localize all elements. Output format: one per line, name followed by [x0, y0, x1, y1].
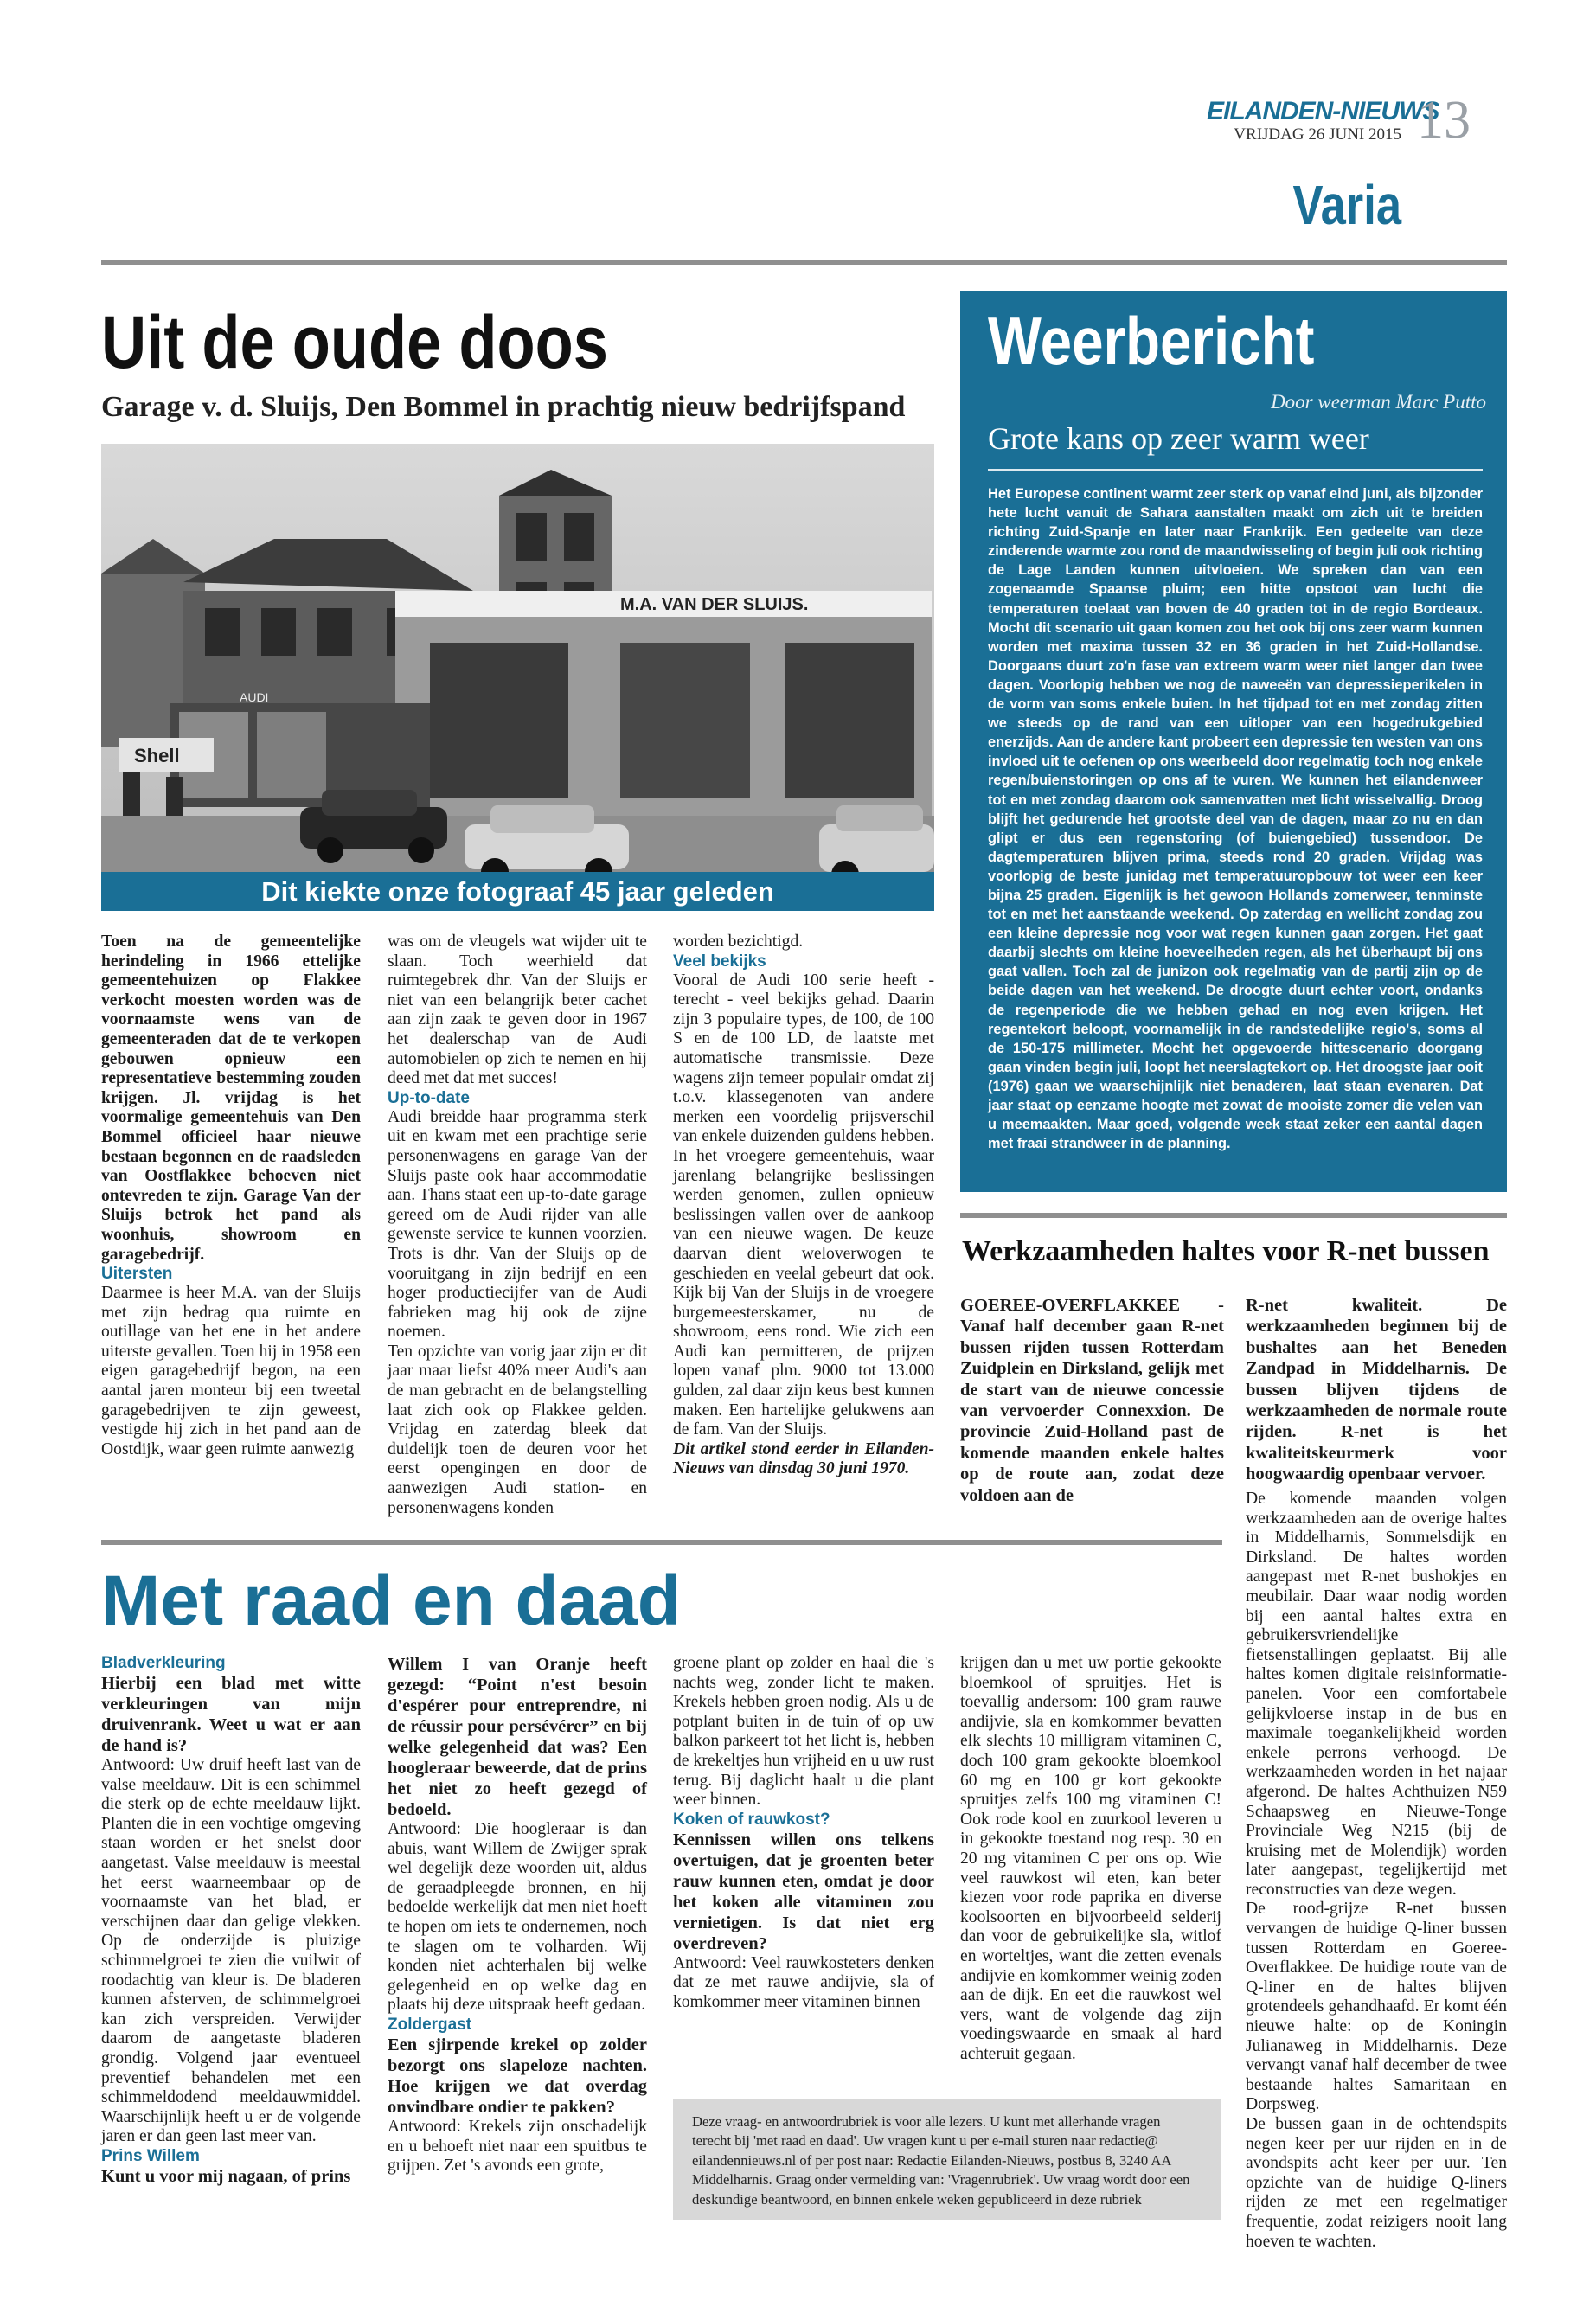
- section-title: Varia: [1292, 174, 1401, 236]
- question-zoldergast: Een sjirpende krekel op zolder bezorgt ons slapeloze nachten. Hoe krijgen we dat overdag onvindbare ondier te pakken?: [388, 2035, 647, 2117]
- page-number: 13: [1417, 91, 1471, 150]
- paragraph-uitersten: Daarmee is heer M.A. van der Sluijs met zijn bedrag qua ruimte en outillage van het ene in het andere uiterste gevallen. Toen hij in 1958 een eigen garagebedrijf begon, na een aantal jaren monteur bij een tweetal garagebedrijven te zijn geweest, vestigde hij zich in het pand aan de Oostdijk, waar geen ruimte aanwezig: [101, 1284, 361, 1458]
- rnet-lead-left: GOEREE-OVERFLAKKEE - Vanaf half december gaan R-net bussen rijden tussen Rotterdam Zuidplein en Dirksland, gelijk met de start van de nieuwe concessie van vervoerder Connexxion. De provincie Zuid-Holland past de komende maanden enkele haltes op de route aan, zodat deze voldoen aan de: [960, 1296, 1224, 1505]
- raad-column-1: [101, 1654, 361, 2187]
- weather-byline: Door weerman Marc Putto: [1271, 391, 1486, 413]
- oude-doos-lead: Toen na de gemeentelijke herindeling in 1966 ettelijke gemeentehuizen op Flakkee verkocht moesten worden was de voornaamste wens van de gemeenteraden dat de te verkopen gebouwen opnieuw een representatieve bestemming zouden krijgen. Jl. vrijdag is het voormalige gemeentehuis van Den Bommel officieel haar nieuwe bestaan begonnen en de raadsleden van Oostflakkee behoeven niet ontevreden te zijn. Garage Van der Sluijs betrok het pand als woonhuis, showroom en garagebedrijf.: [101, 933, 361, 1264]
- raad-divider: [101, 1540, 1222, 1545]
- oude-doos-column-1: [101, 933, 361, 1459]
- answer-zoldergast-start: Antwoord: Krekels zijn onschadelijk en u behoeft niet naar een spuitbus te grijpen. Zet 's avonds een grote,: [388, 2117, 647, 2176]
- footnote-1970: Dit artikel stond eerder in Eilanden-Nieuws van dinsdag 30 juni 1970.: [673, 1439, 934, 1478]
- answer-zoldergast: groene plant op zolder en haal die 's nachts weg, zonder licht te maken. Krekels hebben groen nodig. Als u de potplant buiten in de tuin of op uw balkon parkeert tot het licht is, hebben de krekeltjes hun vrijheid en u uw rust terug. Bij daglicht haalt u die plant weer binnen.: [673, 1654, 934, 1810]
- article-title-raad: Met raad en daad: [101, 1561, 681, 1640]
- weather-box: [960, 291, 1507, 1192]
- raad-info-box: Deze vraag- en antwoordrubriek is voor alle lezers. U kunt met allerhande vragen terecht bij 'met raad en daad'. Uw vragen kunt u per e-mail sturen naar redactie@ eilandennieuws.nl of per post naar: Redactie Eilanden-Nieuws, postbus 8, 3240 AA Middelharnis. Graag onder vermelding van: 'Vragenrubriek'. Uw vraag wordt door een deskundige beantwoord, en binnen enkele weken gepubliceerd in deze rubriek: [673, 2099, 1221, 2220]
- rnet-paragraph-1: De komende maanden volgen werkzaamheden aan de overige haltes in Middelharnis, Sommelsdijk en Dirksland. De haltes worden aangepast met R-net bushokjes en meubilair. Daar waar nodig worden bij een aantal haltes extra en gebruikersvriendelijke fietsenstallingen geplaatst. Bij alle haltes komen digitale reisinformatie-panelen. Voor een comfortabele gelijkvloerse instap in de bus en maximale toegankelijkheid worden enkele perrons verhoogd. De werkzaamheden worden in het najaar afgerond. De haltes Achthuizen N59 Schaapsweg en Nieuwe-Tonge Provinciale Weg N215 (bij de kruising met de Molendijk) worden later aangepast, tegelijkertijd met reconstructies van deze wegen.: [1246, 1490, 1507, 1899]
- photo-caption: Dit kiekte onze fotograaf 45 jaar geleden: [101, 872, 934, 911]
- question-prins-willem-start: Kunt u voor mij nagaan, of prins: [101, 2166, 351, 2186]
- paragraph-veel-bekijks: Vooral de Audi 100 serie heeft - terecht - veel bekijks gehad. Daarin zijn 3 populaire types, de 100, de 100 S en de 100 LD, de laatste met automatische transmissie. Deze wagens zijn temeer populair omdat zij t.o.v. klassegenoten van andere merken een voordelig prijsverschil van enkele duizenden guldens hebben.: [673, 971, 934, 1146]
- subheading-bladverkleuring: Bladverkleuring: [101, 1654, 226, 1672]
- raad-column-3: [673, 1654, 934, 2013]
- garage-photo-illustration: [101, 444, 934, 911]
- photo-sign-audi: AUDI: [240, 690, 269, 704]
- photo-sign-sluijs: M.A. VAN DER SLUIJS.: [620, 595, 809, 614]
- rnet-body-column: [1246, 1490, 1507, 2252]
- top-divider: [101, 260, 1507, 265]
- subheading-prins-willem: Prins Willem: [101, 2146, 200, 2165]
- weather-title: Weerbericht: [988, 303, 1315, 379]
- rnet-paragraph-2: De rood-grijze R-net bussen vervangen de huidige Q-liner bussen tussen Rotterdam en Goeree-Overflakkee. De huidige route van de Q-liner en de haltes blijven grotendeels gehandhaafd. Er komt één nieuwe halte: op de Koningin Julianaweg in Middelharnis. Deze vervangt vanaf half december de twee bestaande haltes Samaritaan en Dorpsweg.: [1246, 1900, 1507, 2114]
- raad-column-4: [960, 1654, 1221, 2064]
- subheading-koken-rauwkost: Koken of rauwkost?: [673, 1810, 830, 1829]
- paragraph-dealer: was om de vleugels wat wijder uit te slaan. Toch weerhield dat ruimtegebrek dhr. Van der Sluijs er niet van een belangrijk beter cachet aan zijn zaak te geven door in 1967 het dealerschap van de Audi automobielen op zich te nemen en hij deed met dat met succes!: [388, 933, 647, 1088]
- answer-koken-rauwkost: krijgen dan u met uw portie gekookte bloemkool of spruitjes. Het is toevallig andersom: 100 gram rauwe andijvie, sla en komkommer bevatten elk slechts 10 milligram vitaminen C, doch 100 gram gekookte bloemkool 60 mg en 100 gr kort gekookte spruitjes zelfs 100 mg vitaminen C! Ook rode kool en zuurkool leveren u in gekookte toestand nog resp. 30 en 20 mg vitaminen C per ons op. Wie veel rauwkost wil eten, kan beter kiezen voor rode paprika en diverse koolsoorten en bijvoorbeeld selderij dan voor de gebruikelijke sla, witlof en worteltjes, want die zetten evenals andijvie en komkommer weinig zoden aan de dijk. En eet die rauwkost wel vers, want de volgende dag zijn voedingswaarde en smaak al hard achteruit gegaan.: [960, 1654, 1221, 2063]
- question-bladverkleuring: Hierbij een blad met witte verkleuringen van mijn druivenrank. Weet u wat er aan de hand is?: [101, 1674, 361, 1755]
- paragraph-gemeentehuis: In het vroegere gemeentehuis, waar jarenlang belangrijke beslissingen werden genomen, zullen opnieuw beslissingen vallen over de aankoop van een nieuwe wagen. De keuze daarvan dient weloverwogen te geschieden en veelal gebeurt dat ook. Kijk bij Van der Sluijs in de vroegere burgemeesterskamer, nu de showroom, eens rond. Wie zich een Audi kan permitteren, de prijzen lopen vanaf plm. 9000 tot 13.000 gulden, zal daar zijn keus best kunnen maken. Een hartelijke gelukwens aan de fam. Van der Sluijs.: [673, 1146, 934, 1439]
- weather-divider: [988, 469, 1483, 471]
- question-prins-willem: Willem I van Oranje heeft gezegd: “Point n'est besoin d'espérer pour entreprendre, ni de réussir pour persévérer” en bij welke gelegenheid dat was? Een hoogleraar beweerde, dat de prins het niet zo heeft gezegd of bedoeld.: [388, 1655, 647, 1819]
- weather-subtitle: Grote kans op zeer warm weer: [988, 421, 1369, 456]
- answer-prins-willem: Antwoord: Die hoogleraar is dan abuis, want Willem de Zwijger sprak wel degelijk deze woorden uit, aldus de geraadpleegde bronnen, en hij bedoelde werkelijk dat men niet hoeft te hopen om iets te ondernemen, noch te slagen om te volharden. Wij konden niet achterhalen bij welke gelegenheid en op welke dag en plaats hij deze uitspraak heeft gedaan.: [388, 1820, 647, 2015]
- article-title-rnet: Werkzaamheden haltes voor R-net bussen: [962, 1235, 1490, 1267]
- paragraph-bezichtigd: worden bezichtigd.: [673, 933, 804, 951]
- paragraph-uptodate: Audi breidde haar programma sterk uit en kwam met een prachtige serie personenwagens en garage Van der Sluijs paste ook haar accommodatie aan. Thans staat een up-to-date garage gereed om de Audi rijder van alle gewenste service te kunnen voorzien. Trots is dhr. Van der Sluijs op de vooruitgang in zijn bedrijf en een hoger productiecijfer van de Audi fabrieken mag hij ook de zijne noemen.: [388, 1107, 647, 1342]
- subheading-uptodate: Up-to-date: [388, 1088, 470, 1107]
- newspaper-brand: EILANDEN-NIEUWS: [1207, 97, 1439, 125]
- article-subtitle-oude-doos: Garage v. d. Sluijs, Den Bommel in prachtig nieuw bedrijfspand: [101, 391, 906, 423]
- rnet-paragraph-3: De bussen gaan in de ochtendspits negen keer per uur rijden en in de avondspits acht keer per uur. Ten opzichte van de huidige Q-liners rijden ze met een regelmatiger frequentie, zodat reizigers nooit lang hoeven te wachten.: [1246, 2115, 1507, 2251]
- issue-date: VRIJDAG 26 JUNI 2015: [1234, 125, 1401, 144]
- raad-column-2: [388, 1654, 647, 2176]
- paragraph-verkoop: Ten opzichte van vorig jaar zijn er dit jaar maar liefst 40% meer Audi's aan de man gebracht en de belangstelling laat zich ook op Flakkee gelden. Vrijdag en zaterdag bleek dat duidelijk toen de deuren voor het eerst opengingen en door de aanwezigen Audi station- en personenwagens konden: [388, 1342, 647, 1517]
- rnet-divider: [960, 1213, 1507, 1218]
- subheading-uitersten: Uitersten: [101, 1265, 173, 1284]
- question-koken-rauwkost: Kennissen willen ons telkens overtuigen, dat je groenten beter rauw kunnen eten, omdat je door het koken alle vitaminen zou vernietigen. Is dat niet erg overdreven?: [673, 1830, 934, 1953]
- weather-body: Het Europese continent warmt zeer sterk op vanaf eind juni, als bijzonder hete lucht vanuit de Sahara aanstalten maakt om zich uit te breiden richting Zuid-Spanje en later naar Frankrijk. Een gedeelte van deze zinderende warmte zou rond de maandwisseling of begin juli ook richting de Lage Landen kunnen uitvloeien. We spreken dan van een zogenaamde Spaanse pluim; een hitte opstoot van lucht die temperaturen toelaat van boven de 40 graden tot in de regio Bordeaux. Mocht dit scenario uit gaan komen zou het ook bij ons zeer warm kunnen worden met maxima tussen 32 en 36 graden in het Zuid-Hollandse. Doorgaans duurt zo'n fase van extreem warm weer niet langer dan twee dagen. Voorlopig hebben we nog de naweeën van depressieperikelen in de vorm van soms enkele buien. In het tijdpad tot en met zondag zitten we steeds op de rand van een uitloper van een hogedrukgebied enerzijds. Aan de andere kant probeert een depressie ten westen van ons invloed uit te oefenen op ons weerbeeld door regelmatig toch nog enkele regen/buienstoringen op ons af te vuren. We kunnen het eilandenweer tot en met zondag daarom ook samenvatten met licht wisselvallig. Droog blijft het gedurende het grootste deel van de dagen, maar zo nu en dan glipt er dus een regenstoring (of buiengebied) tussendoor. De dagtemperaturen blijven prima, steeds rond 20 graden. Vrijdag was voorlopig de beste junidag met temperatuuropbouw tot weer een keer bijna 25 graden. Eigenlijk is het gewoon Hollands zomerweer, tenminste tot en met het aanstaande weekend. Op zaterdag en wellicht zondag zou een kleine depressie nog voor wat regen kunnen gaan zorgen. Het gaat daarbij slechts om kleine hoeveelheden regen, als het überhaupt bij ons gaat vallen. Toch zal de junizon ook regelmatig van de partij zijn op de beide dagen van het weekend. De droogte duurt echter voort, ondanks de regenperiode die we hebben gehad en nog even krijgen. Het regentekort beloopt, voornamelijk in de randstedelijke regio's, soms al de 150-175 millimeter. Mocht het opgevoerde hittescenario doorgang gaan vinden begin juli, loopt het neerslagtekort op. Het droogste jaar ooit (1976) gaan we waarschijnlijk niet benaderen, laat staan evenaren. Dat jaar staat op eenzame hoogte met zowat de mooiste zomer die velen van u meemaakten. Maar goed, volgende week staat zeker een aantal dagen met fraai strandweer in de planning.: [988, 486, 1483, 1152]
- article-title-oude-doos: Uit de oude doos: [101, 301, 608, 384]
- rnet-lead-right: R-net kwaliteit. De werkzaamheden beginnen bij de bushaltes aan het Beneden Zandpad in Middelharnis. De bussen blijven tijdens de werkzaamheden de normale route rijden. R-net is het kwaliteitskeurmerk voor hoogwaardig openbaar vervoer.: [1246, 1296, 1507, 1484]
- oude-doos-column-2: [388, 933, 647, 1518]
- subheading-zoldergast: Zoldergast: [388, 2015, 472, 2034]
- historic-garage-photo: [101, 444, 934, 911]
- answer-bladverkleuring: Antwoord: Uw druif heeft last van de valse meeldauw. Dit is een schimmel die sterk op de echte meeldauw lijkt. Planten die in een vochtige omgeving staan worden er het snelst door aangetast. Valse meeldauw is meestal het eerst waarneembaar op de voornaamste van het blad, er verschijnen daar dan gelige vlekken. Op de onderzijde is pluizige schimmelgroei te zien die vuilwit of roodachtig van kleur is. De bladeren kunnen afsterven, de schimmelgroei kan zich verspreiden. Verwijder daarom de aangetaste bladeren grondig. Volgend jaar eventueel preventief behandelen met een schimmeldodend meeldauwmiddel. Waarschijnlijk heeft u er de volgende jaren er dan geen last meer van.: [101, 1756, 361, 2146]
- subheading-veel-bekijks: Veel bekijks: [673, 952, 766, 971]
- answer-koken-rauwkost-start: Antwoord: Veel rauwkosteters denken dat ze met rauwe andijvie, sla of komkommer meer vitaminen binnen: [673, 1953, 934, 2011]
- oude-doos-column-3: [673, 933, 934, 1479]
- photo-sign-shell: Shell: [134, 745, 180, 766]
